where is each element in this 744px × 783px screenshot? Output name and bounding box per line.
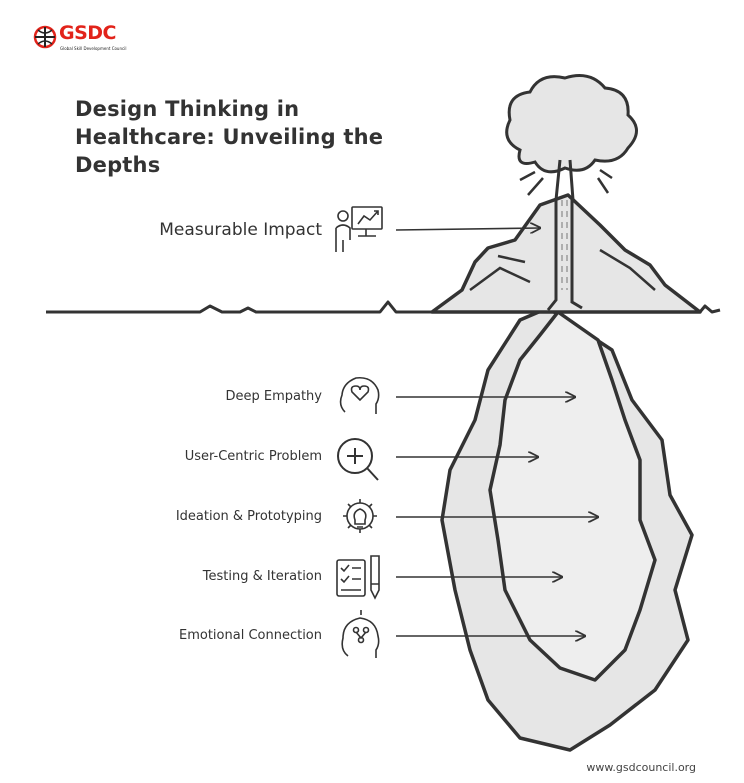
brand-tagline: Global Skill Development Council <box>60 46 127 51</box>
brand-name: GSDC <box>59 22 116 44</box>
head-network-icon <box>342 610 378 658</box>
gear-bulb-icon <box>343 499 377 533</box>
label-ideation-prototyping: Ideation & Prototyping <box>175 509 322 524</box>
label-testing-iteration: Testing & Iteration <box>202 569 322 584</box>
label-deep-empathy: Deep Empathy <box>225 389 322 404</box>
presentation-chart-icon <box>336 207 382 252</box>
footer-url[interactable]: www.gsdcouncil.org <box>586 761 696 774</box>
label-user-centric-problem: User-Centric Problem <box>184 449 322 464</box>
label-measurable-impact: Measurable Impact <box>159 220 322 240</box>
heart-head-icon <box>341 378 379 414</box>
label-emotional-connection: Emotional Connection <box>179 628 322 643</box>
arrow-measurable-impact <box>396 228 540 230</box>
volcano-mountain <box>432 195 700 312</box>
checklist-pen-icon <box>337 556 379 598</box>
magnifier-plus-icon <box>338 439 378 480</box>
page-title: Design Thinking in Healthcare: Unveiling the Depths <box>75 97 384 177</box>
eruption-cloud <box>507 76 637 172</box>
